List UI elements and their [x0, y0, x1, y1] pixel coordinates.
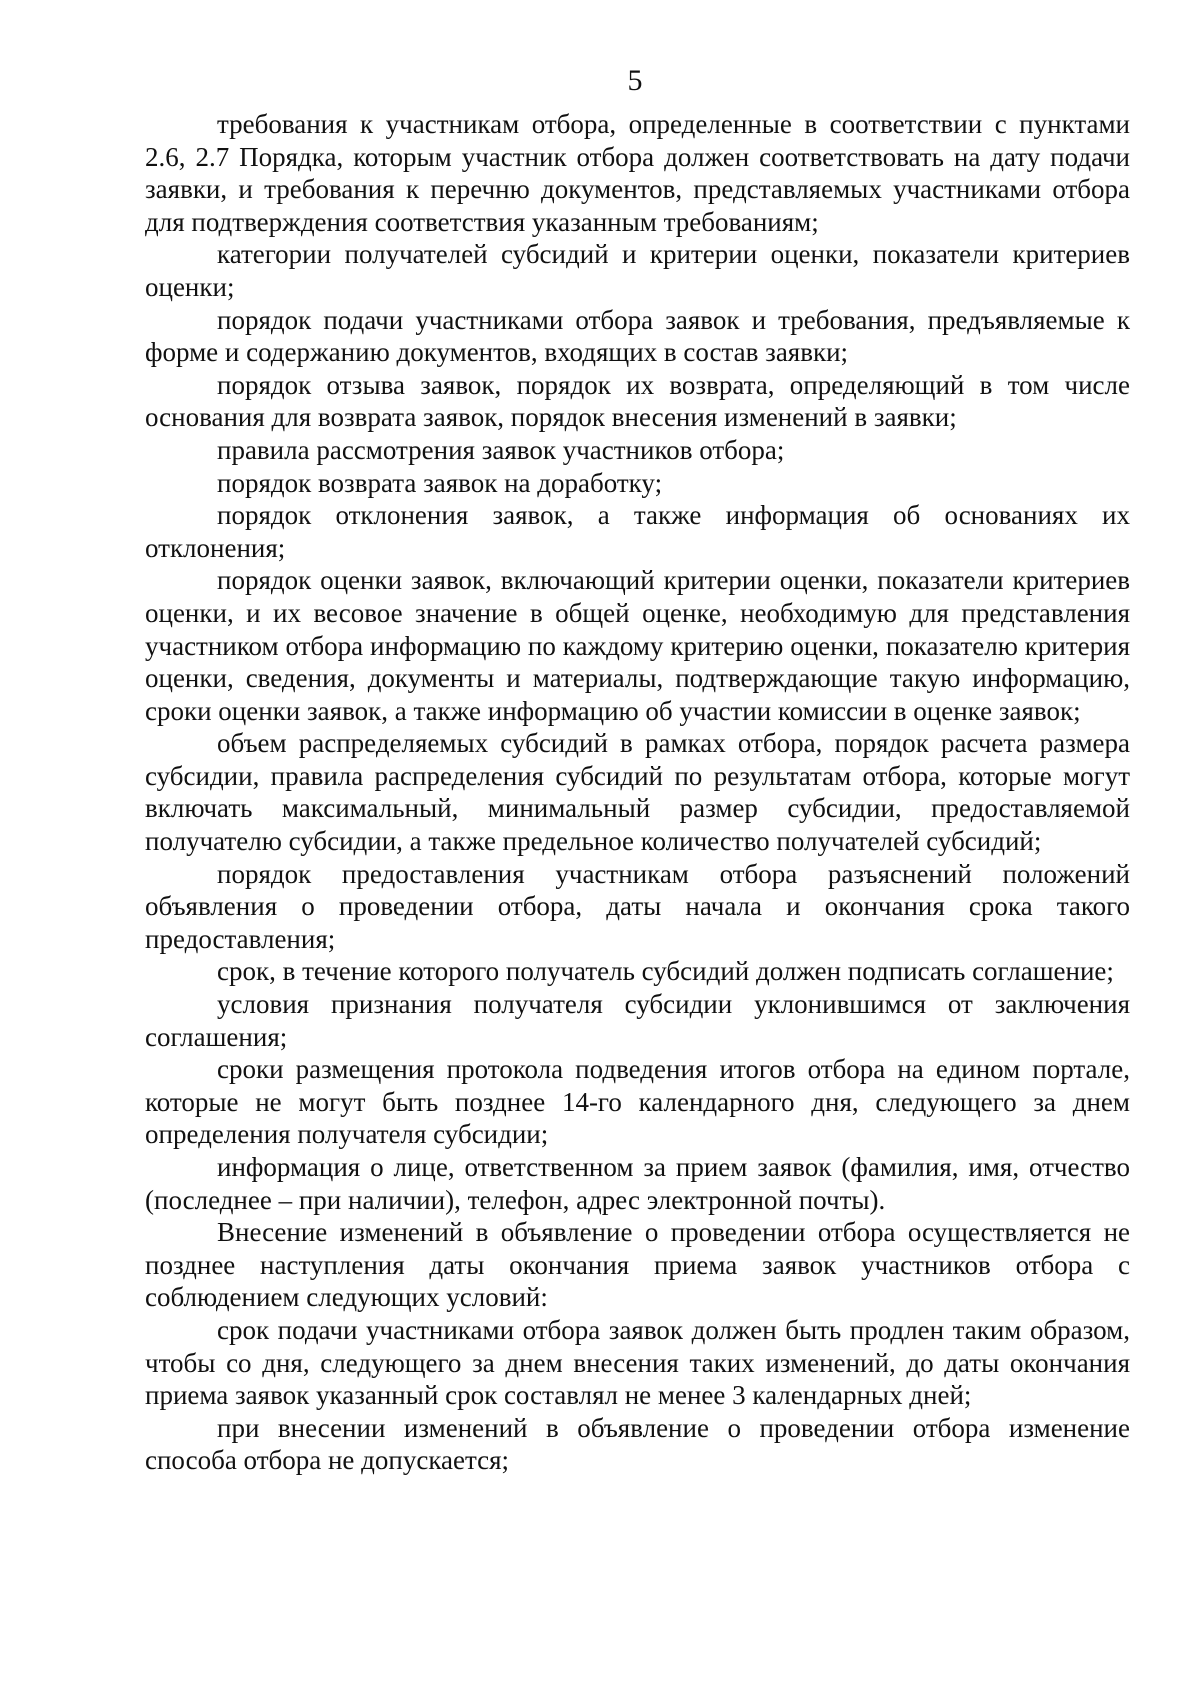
- paragraph: порядок отзыва заявок, порядок их возврата, определяющий в том числе основания для возврата заявок, порядок внесения изменений в заявки;: [145, 369, 1130, 433]
- paragraph: информация о лице, ответственном за прием заявок (фамилия, имя, отчество (последнее – при наличии), телефон, адрес электронной почты).: [145, 1152, 1130, 1215]
- paragraph: Внесение изменений в объявление о проведении отбора осуществляется не позднее наступления даты окончания приема заявок участников отбора с соблюдением следующих условий:: [145, 1217, 1130, 1313]
- paragraph: категории получателей субсидий и критерии оценки, показатели критериев оценки;: [145, 239, 1130, 302]
- paragraph: требования к участникам отбора, определенные в соответствии с пунктами 2.6, 2.7 Порядка, которым участник отбора должен соответствовать на дату подачи заявки, и требования к перечню документов, представляемых участниками отбора для подтверждения соответствия указанным требованиям;: [145, 109, 1130, 237]
- paragraph: порядок подачи участниками отбора заявок и требования, предъявляемые к форме и содержанию документов, входящих в состав заявки;: [145, 304, 1130, 368]
- paragraph: порядок оценки заявок, включающий критерии оценки, показатели критериев оценки, и их весовое значение в общей оценке, необходимую для представления участником отбора информацию по каждому критерию оценки, показателю критерия оценки, сведения, документы и материалы, подтверждающие такую информацию, сроки оценки заявок, а также информацию об участии комиссии в оценке заявок;: [145, 565, 1130, 726]
- document-body: [145, 108, 1130, 1477]
- paragraph: объем распределяемых субсидий в рамках отбора, порядок расчета размера субсидии, правила распределения субсидий по результатам отбора, которые могут включать максимальный, минимальный размер субсидии, предоставляемой получателю субсидии, а также предельное количество получателей субсидий;: [145, 728, 1130, 857]
- paragraph: срок подачи участниками отбора заявок должен быть продлен таким образом, чтобы со дня, следующего за днем внесения таких изменений, до даты окончания приема заявок указанный срок составлял не менее 3 календарных дней;: [145, 1314, 1130, 1411]
- paragraph: сроки размещения протокола подведения итогов отбора на едином портале, которые не могут быть позднее 14-го календарного дня, следующего за днем определения получателя субсидии;: [145, 1054, 1130, 1150]
- paragraph: порядок предоставления участникам отбора разъяснений положений объявления о проведении отбора, даты начала и окончания срока такого предоставления;: [145, 858, 1130, 954]
- paragraph: условия признания получателя субсидии уклонившимся от заключения соглашения;: [145, 989, 1130, 1052]
- page-number: 5: [627, 64, 643, 97]
- paragraph: срок, в течение которого получатель субсидий должен подписать соглашение;: [217, 956, 1114, 987]
- paragraph: порядок возврата заявок на доработку;: [217, 467, 663, 498]
- paragraph: правила рассмотрения заявок участников отбора;: [217, 434, 785, 465]
- paragraph: порядок отклонения заявок, а также информация об основаниях их отклонения;: [145, 500, 1130, 563]
- paragraph: при внесении изменений в объявление о проведении отбора изменение способа отбора не допускается;: [145, 1412, 1130, 1476]
